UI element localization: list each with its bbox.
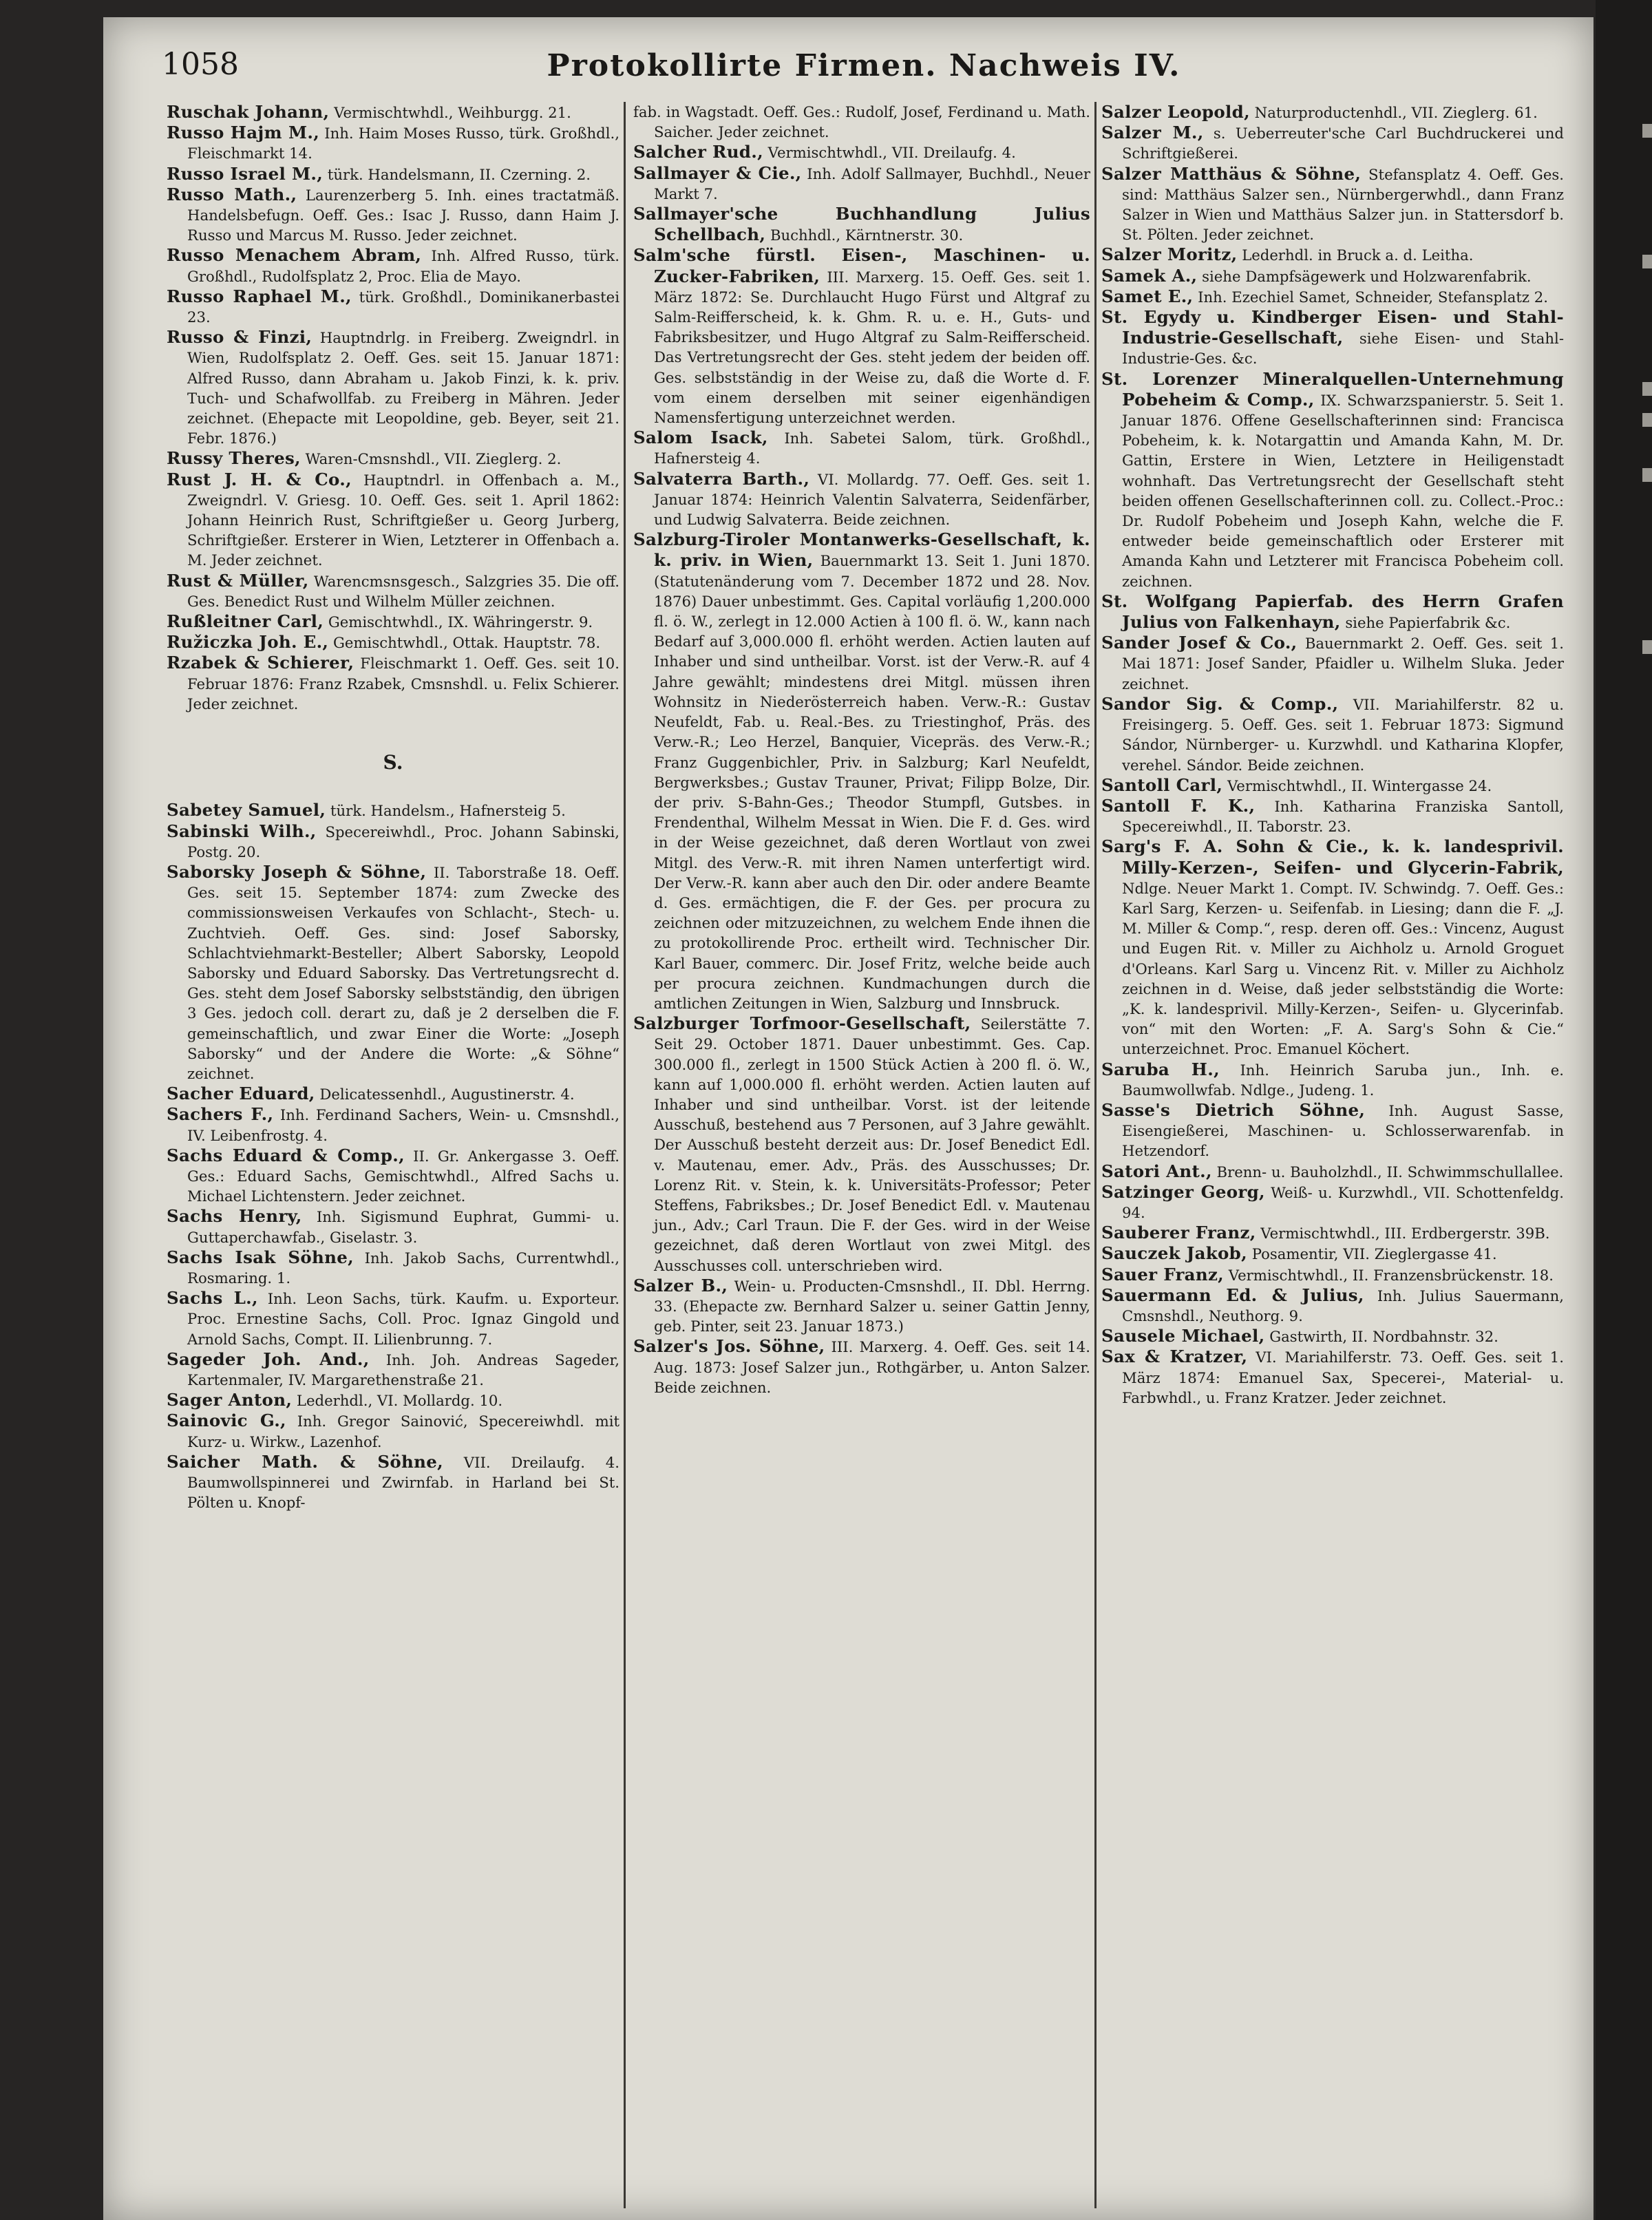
- entry-text: türk. Großhdl., Dominikanerbastei 23.: [187, 288, 620, 326]
- edge-mark: [1642, 382, 1652, 396]
- entry-text: siehe Eisen- und Stahl-Industrie-Ges. &c.: [1122, 330, 1564, 368]
- firm-name: Santoll Carl,: [1101, 774, 1223, 795]
- directory-entry: [167, 245, 620, 286]
- firm-name: Santoll F. K.,: [1101, 795, 1256, 816]
- column-divider: [624, 102, 626, 2208]
- directory-entry: [1101, 836, 1564, 1059]
- entry-text: Hauptndrlg. in Freiberg. Zweigndrl. in Wien, Rudolfsplatz 2. Oeff. Ges. seit 15. Januar 1871: Alfred Russo, dann Abraham u. Jakob Finzi, k. k. priv. Tuch- und Schafwollfab. zu Freiberg in Mähren. Jeder zeichnet. (Ehepacte mit Leopoldine, geb. Beyer, seit 21. Febr. 1876.): [187, 329, 620, 447]
- directory-entry: [633, 1336, 1090, 1397]
- column-divider: [1094, 102, 1097, 2208]
- firm-name: Russo Israel M.,: [167, 163, 324, 184]
- directory-entry: [1101, 164, 1564, 245]
- directory-entry: [167, 611, 620, 632]
- entry-text: Bauernmarkt 2. Oeff. Ges. seit 1. Mai 1871: Josef Sander, Pfaidler u. Wilhelm Sluka. Jeder zeichnet.: [1122, 635, 1564, 693]
- firm-name: Sabinski Wilh.,: [167, 821, 317, 841]
- directory-entry: [167, 1288, 620, 1349]
- directory-entry: [633, 529, 1090, 1013]
- entry-text: Ndlge. Neuer Markt 1. Compt. IV. Schwindg. 7. Oeff. Ges.: Karl Sarg, Kerzen- u. Seifenfab. in Liesing; dann die F. „J. M. Miller & Comp.“, resp. deren off. Ges.: Vincenz, August und Eugen Rit. v. Miller zu Aichholz u. Arnold Groguet d'Orleans. Karl Sarg u. Vincenz Rit. v. Miller zu Aichholz zeichnen in d. Weise, daß jeder selbstständig die Worte: „K. k. landesprivil. Milly-Kerzen-, Seifen- u. Glycerinfab. von“ mit den Worten: „F. A. Sarg's Sohn & Cie.“ unterzeichnet. Proc. Emanuel Köchert.: [1122, 879, 1564, 1058]
- directory-entry: [167, 1410, 620, 1451]
- page-title: Protokollirte Firmen. Nachweis IV.: [547, 48, 1181, 83]
- directory-entry: [1101, 1100, 1564, 1161]
- firm-name: Sarg's F. A. Sohn & Cie., k. k. landesprivil. Milly-Kerzen-, Seifen- und Glycerin-Fabrik,: [1101, 836, 1564, 878]
- directory-entry: [1101, 1285, 1564, 1326]
- directory-entry: [167, 327, 620, 448]
- firm-name: Saicher Math. & Söhne,: [167, 1451, 443, 1472]
- entry-text: Fleischmarkt 1. Oeff. Ges. seit 10. Februar 1876: Franz Rzabek, Cmsnshdl. u. Felix Schierer. Jeder zeichnet.: [187, 655, 620, 712]
- directory-entry: [167, 862, 620, 1083]
- entry-text: Vermischtwhdl., VII. Dreilaufg. 4.: [767, 144, 1016, 162]
- entry-text: II. Taborstraße 18. Oeff. Ges. seit 15. September 1874: zum Zwecke des commissionsweisen Verkaufes von Schlacht-, Stech- u. Zuchtvieh. Oeff. Ges. sind: Josef Saborsky, Schlachtviehmarkt-Besteller; Albert Saborsky, Leopold Saborsky und Eduard Saborsky. Das Vertretungsrecht d. Ges. steht dem Josef Saborsky selbstständig, den übrigen 3 Ges. jedoch coll. derart zu, daß je 2 derselben die F. gemeinschaftlich, und zwar Einer die Worte: „Joseph Saborsky“ und der Andere die Worte: „& Söhne“ zeichnet.: [187, 863, 620, 1082]
- edge-mark: [1642, 124, 1652, 138]
- firm-name: Sainovic G.,: [167, 1410, 286, 1431]
- firm-name: Salzer Moritz,: [1101, 244, 1238, 265]
- adjacent-page-edge: [1596, 0, 1652, 2220]
- entry-text: Inh. Haim Moses Russo, türk. Großhdl., Fleischmarkt 14.: [187, 125, 620, 162]
- entry-text: Inh. Leon Sachs, türk. Kaufm. u. Exporteur. Proc. Ernestine Sachs, Coll. Proc. Ignaz Gingold und Arnold Sachs, Compt. II. Lilienbrunng. 7.: [187, 1290, 620, 1348]
- firm-name: Sausele Michael,: [1101, 1326, 1265, 1346]
- entry-text: Stefansplatz 4. Oeff. Ges. sind: Matthäus Salzer sen., Nürnbergerwhdl., dann Franz Salzer in Wien und Matthäus Salzer jun. in Stattersdorf b. St. Pölten. Jeder zeichnet.: [1122, 165, 1564, 244]
- firm-name: Rzabek & Schierer,: [167, 653, 354, 673]
- firm-name: Salzer's Jos. Söhne,: [633, 1336, 825, 1357]
- entry-text: Inh. Heinrich Saruba jun., Inh. e. Baumwollwfab. Ndlge., Judeng. 1.: [1122, 1061, 1564, 1099]
- entry-text: Specereiwhdl., Proc. Johann Sabinski, Postg. 20.: [187, 823, 620, 860]
- directory-entry: [1101, 1243, 1564, 1264]
- firm-name: Salzburger Torfmoor-Gesellschaft,: [633, 1013, 971, 1034]
- entry-text: s. Ueberreuter'sche Carl Buchdruckerei und Schriftgießerei.: [1122, 125, 1564, 162]
- entry-text: Hauptndrl. in Offenbach a. M., Zweigndrl. V. Griesg. 10. Oeff. Ges. seit 1. April 1862: Johann Heinrich Rust, Schriftgießer u. Georg Jurberg, Schriftgießer. Ersterer in Wien, Letzterer in Offenbach a. M. Jeder zeichnet.: [187, 471, 620, 569]
- edge-mark: [1642, 413, 1652, 427]
- firm-name: Salzer M.,: [1101, 123, 1204, 143]
- firm-name: Russo Raphael M.,: [167, 286, 352, 306]
- entry-text: Waren-Cmsnshdl., VII. Zieglerg. 2.: [305, 450, 562, 468]
- entry-text: türk. Handelsm., Hafnersteig 5.: [330, 802, 566, 820]
- firm-name: Ruschak Johann,: [167, 102, 330, 122]
- entry-text: Vermischtwhdl., Weihburgg. 21.: [334, 104, 571, 121]
- column-middle: [633, 102, 1090, 2201]
- directory-entry: [1101, 1182, 1564, 1223]
- page-header: [162, 47, 1566, 95]
- directory-entry: [167, 448, 620, 469]
- entry-text: Gastwirth, II. Nordbahnstr. 32.: [1269, 1328, 1499, 1346]
- letter-heading: S.: [383, 751, 403, 774]
- firm-name: Sauermann Ed. & Julius,: [1101, 1285, 1364, 1305]
- firm-name: Salzer Leopold,: [1101, 102, 1250, 122]
- firm-name: Salom Isack,: [633, 427, 768, 448]
- firm-name: Sandor Sig. & Comp.,: [1101, 693, 1339, 714]
- firm-name: Rußleitner Carl,: [167, 611, 324, 632]
- firm-name: Sachs Henry,: [167, 1206, 302, 1227]
- directory-entry: [167, 1206, 620, 1247]
- column-left: [167, 102, 620, 2201]
- entry-text: Gemischtwhdl., IX. Währingerstr. 9.: [328, 613, 593, 631]
- entry-text: Wein- u. Producten-Cmsnshdl., II. Dbl. Herrng. 33. (Ehepacte zw. Bernhard Salzer u. seiner Gattin Jenny, geb. Pinter, seit 23. Januar 1873.): [654, 1277, 1090, 1335]
- entry-text: Inh. Sabetei Salom, türk. Großhdl., Hafnersteig 4.: [654, 430, 1090, 467]
- directory-entry: [1101, 694, 1564, 775]
- directory-entry: [1101, 1059, 1564, 1100]
- entry-text: Posamentir, VII. Zieglergasse 41.: [1251, 1245, 1497, 1263]
- directory-entry: [633, 245, 1090, 427]
- directory-entry: [1101, 1265, 1564, 1285]
- firm-name: Russo Math.,: [167, 184, 297, 204]
- firm-name: Satori Ant.,: [1101, 1161, 1212, 1181]
- firm-name: Salzer Matthäus & Söhne,: [1101, 163, 1362, 184]
- directory-entry: [167, 1349, 620, 1390]
- directory-entry: [167, 821, 620, 862]
- directory-entry: [167, 800, 620, 821]
- entry-text: VI. Mollardg. 77. Oeff. Ges. seit 1. Januar 1874: Heinrich Valentin Salvaterra, Seidenfärber, und Ludwig Salvaterra. Beide zeichnen.: [654, 470, 1090, 529]
- entry-text: Warencmsnsgesch., Salzgries 35. Die off. Ges. Benedict Rust und Wilhelm Müller zeichnen.: [187, 572, 620, 610]
- directory-entry: [1101, 286, 1564, 307]
- entry-text: III. Marxerg. 4. Oeff. Ges. seit 14. Aug. 1873: Josef Salzer jun., Rothgärber, u. Anton Salzer. Beide zeichnen.: [654, 1338, 1090, 1396]
- page-number: 1058: [162, 47, 239, 82]
- entry-text: III. Marxerg. 15. Oeff. Ges. seit 1. März 1872: Se. Durchlaucht Hugo Fürst und Altgraf zu Salm-Reifferscheid, k. k. Ghm. R. u. e. H., Guts- und Fabriksbesitzer, und Hugo Altgraf zu Salm-Reifferscheid. Das Vertretungsrecht der Ges. steht jedem der beiden off. Ges. selbstständig in der Weise zu, daß die Worte d. F. vom einem derselben mit seiner eigenhändigen Namensfertigung unterzeichnet werden.: [654, 268, 1090, 427]
- directory-entry: [167, 1452, 620, 1513]
- firm-name: Rust & Müller,: [167, 570, 309, 591]
- directory-entry: [1101, 123, 1564, 163]
- directory-entry: [167, 123, 620, 163]
- firm-name: Salvaterra Barth.,: [633, 468, 810, 489]
- column-right: [1101, 102, 1564, 2201]
- entry-text: Inh. Adolf Sallmayer, Buchhdl., Neuer Markt 7.: [654, 165, 1090, 202]
- entry-text: Inh. Ferdinand Sachers, Wein- u. Cmsnshdl., IV. Leibenfrostg. 4.: [187, 1106, 620, 1144]
- entry-text: VII. Mariahilferstr. 82 u. Freisingerg. 5. Oeff. Ges. seit 1. Februar 1873: Sigmund Sándor, Nürnberger- u. Kurzwhdl. und Katharina Klopfer, verehel. Sándor. Beide zeichnen.: [1122, 695, 1564, 774]
- directory-entry: [167, 1104, 620, 1145]
- directory-entry: [1101, 369, 1564, 591]
- firm-name: Sauer Franz,: [1101, 1264, 1225, 1285]
- directory-entry: [1101, 775, 1564, 796]
- edge-mark: [1642, 468, 1652, 482]
- firm-name: Salzer B.,: [633, 1275, 728, 1296]
- firm-name: Russy Theres,: [167, 448, 301, 469]
- directory-entry: [1101, 1223, 1564, 1243]
- entry-text: Inh. Katharina Franziska Santoll, Specereiwhdl., II. Taborstr. 23.: [1122, 797, 1564, 836]
- directory-entry: [167, 286, 620, 327]
- firm-name: Ružiczka Joh. E.,: [167, 632, 329, 653]
- directory-entry: [1101, 102, 1564, 123]
- entry-text: Seilerstätte 7. Seit 29. October 1871. Dauer unbestimmt. Ges. Cap. 300.000 fl., zerlegt in 1500 Stück Actien à 200 fl. ö. W., kann auf 1,000.000 fl. erhöht werden. Actien lauten auf Inhaber und sind untheilbar. Vorst. ist der leitende Ausschuß, bestehend aus 7 Personen, auf 3 Jahre gewählt. Der Ausschuß besteht derzeit aus: Dr. Josef Benedict Edl. v. Mautenau, emer. Adv., Präs. des Ausschusses; Dr. Lorenz Rit. v. Stein, k. k. Universitäts-Professor; Peter Steffens, Fabriksbes.; Dr. Josef Benedict Edl. v. Mautenau jun., Adv.; Carl Traun. Die F. der Ges. wird in der Weise gezeichnet, daß deren Wortlaut von zwei Mitgl. des Ausschusses coll. unterschrieben wird.: [654, 1015, 1090, 1274]
- firm-name: Saborsky Joseph & Söhne,: [167, 861, 427, 882]
- entry-text: Laurenzerberg 5. Inh. eines tractatmäß. Handelsbefugn. Oeff. Ges.: Isac J. Russo, dann Haim J. Russo und Marcus M. Russo. Jeder zeichnet.: [187, 186, 620, 244]
- firm-name: Sauczek Jakob,: [1101, 1243, 1247, 1264]
- directory-entry: [633, 163, 1090, 204]
- entry-text: türk. Handelsmann, II. Czerning. 2.: [327, 165, 591, 183]
- entry-text: Inh. Ezechiel Samet, Schneider, Stefansplatz 2.: [1198, 288, 1549, 306]
- entry-text: Inh. Julius Sauermann, Cmsnshdl., Neuthorg. 9.: [1122, 1287, 1564, 1324]
- firm-name: Sachers F.,: [167, 1104, 274, 1125]
- directory-entry: [633, 469, 1090, 530]
- directory-entry: [167, 1145, 620, 1207]
- edge-mark: [1642, 255, 1652, 268]
- firm-name: Sauberer Franz,: [1101, 1223, 1256, 1243]
- directory-entry: [1101, 796, 1564, 836]
- firm-name: Russo Hajm M.,: [167, 123, 320, 143]
- firm-name: Satzinger Georg,: [1101, 1181, 1265, 1202]
- directory-entry: [167, 1390, 620, 1410]
- entry-text: Brenn- u. Bauholzhdl., II. Schwimmschullallee.: [1216, 1163, 1564, 1181]
- directory-entry: [1101, 633, 1564, 694]
- directory-entry: [167, 1247, 620, 1288]
- firm-name: Salzburg-Tiroler Montanwerks-Gesellschaft, k. k. priv. in Wien,: [633, 529, 1090, 571]
- directory-entry: [1101, 1326, 1564, 1346]
- firm-name: Sax & Kratzer,: [1101, 1346, 1248, 1367]
- firm-name: Rust J. H. & Co.,: [167, 469, 352, 489]
- entry-text: Lederhdl., VI. Mollardg. 10.: [296, 1392, 503, 1410]
- firm-name: Salcher Rud.,: [633, 142, 763, 162]
- directory-entry: [1101, 266, 1564, 286]
- entry-text: Lederhdl. in Bruck a. d. Leitha.: [1242, 246, 1474, 264]
- entry-text: Inh. Alfred Russo, türk. Großhdl., Rudolfsplatz 2, Proc. Elia de Mayo.: [187, 247, 620, 285]
- entry-text: Inh. Jakob Sachs, Currentwhdl., Rosmaring. 1.: [187, 1249, 620, 1287]
- firm-name: Salm'sche fürstl. Eisen-, Maschinen- u. Zucker-Fabriken,: [633, 245, 1090, 286]
- firm-name: Sageder Joh. And.,: [167, 1349, 370, 1369]
- entry-text: fab. in Wagstadt. Oeff. Ges.: Rudolf, Josef, Ferdinand u. Math. Saicher. Jeder zeichnet.: [633, 103, 1090, 141]
- entry-text: siehe Dampfsägewerk und Holzwarenfabrik.: [1202, 267, 1532, 285]
- firm-name: Sager Anton,: [167, 1390, 293, 1410]
- entry-text: VII. Dreilaufg. 4. Baumwollspinnerei und Zwirnfab. in Harland bei St. Pölten u. Knopf-: [187, 1453, 620, 1512]
- firm-name: Russo & Finzi,: [167, 327, 313, 348]
- firm-name: St. Egydy u. Kindberger Eisen- und Stahl-Industrie-Gesellschaft,: [1101, 307, 1564, 348]
- entry-text: Vermischtwhdl., II. Wintergasse 24.: [1227, 776, 1492, 794]
- directory-entry: [167, 571, 620, 611]
- edge-mark: [1642, 640, 1652, 654]
- entry-text: Vermischtwhdl., III. Erdbergerstr. 39B.: [1260, 1225, 1550, 1243]
- directory-entry: [167, 653, 620, 714]
- directory-entry: [1101, 307, 1564, 369]
- firm-name: Samet E.,: [1101, 286, 1194, 306]
- directory-entry: [167, 184, 620, 246]
- entry-text: Inh. Gregor Sainović, Specereiwhdl. mit Kurz- u. Wirkw., Lazenhof.: [187, 1413, 620, 1450]
- entry-text: Bauernmarkt 13. Seit 1. Juni 1870. (Statutenänderung vom 7. December 1872 und 28. Nov. 1876) Dauer unbestimmt. Ges. Capital vorläufig 1,200.000 fl. ö. W., zerlegt in 12.000 Actien à 100 fl. ö. W., kann nach Bedarf auf 3,000.000 fl. erhöht werden. Actien lauten auf Inhaber und sind untheilbar. Vorst. ist der Verw.-R. auf 4 Jahre gewählt; mindestens drei Mitgl. müssen ihren Wohnsitz in Niederösterreich haben. Verw.-R.: Gustav Neufeldt, Fab. u. Real.-Bes. zu Triestinghof, Präs. des Verw.-R.; Leo Herzel, Banquier, Vicepräs. des Verw.-R.; Franz Guggenbichler, Priv. in Salzburg; Karl Neufeldt, Bergwerksbes.; Gustav Trauner, Privat; Filipp Bolze, Dir. der priv. S-Bahn-Ges.; Theodor Stumpfl, Gutsbes. in Frendenthal, Wilhelm Messat in Wien. Die F. d. Ges. wird in der Weise gezeichnet, daß deren Wortlaut von zwei Mitgl. des Verw.-R. mit ihren Namen unterfertigt wird. Der Verw.-R. kann aber auch den Dir. oder andere Beamte d. Ges. ermächtigen, die F. der Ges. per procura zu zeichnen oder mitzuzeichnen, zu welchem Ende ihnen die zu protokollirende Proc. ertheilt wird. Technischer Dir. Karl Bauer, commerc. Dir. Josef Fritz, welche beide auch per procura zeichnen. Kundmachungen durch die amtlichen Zeitungen in Wien, Salzburg und Innsbruck.: [654, 552, 1090, 1012]
- firm-name: Sasse's Dietrich Söhne,: [1101, 1099, 1366, 1120]
- firm-name: Sacher Eduard,: [167, 1083, 315, 1104]
- firm-name: Saruba H.,: [1101, 1059, 1220, 1079]
- directory-entry: [633, 142, 1090, 162]
- directory-entry: [633, 1013, 1090, 1276]
- directory-entry: [633, 427, 1090, 468]
- directory-entry: [1101, 1161, 1564, 1182]
- entry-text: Gemischtwhdl., Ottak. Hauptstr. 78.: [333, 634, 601, 652]
- entry-text: Buchhdl., Kärntnerstr. 30.: [770, 226, 964, 244]
- directory-entry: [167, 469, 620, 571]
- entry-text: Weiß- u. Kurzwhdl., VII. Schottenfeldg. 94.: [1122, 1183, 1564, 1221]
- directory-entry: [167, 1083, 620, 1104]
- firm-name: Sachs Eduard & Comp.,: [167, 1145, 405, 1165]
- directory-entry: [1101, 244, 1564, 265]
- entry-text: Vermischtwhdl., II. Franzensbrückenstr. 18.: [1228, 1266, 1554, 1284]
- directory-entry: [633, 102, 1090, 142]
- entry-text: Inh. Joh. Andreas Sageder, Kartenmaler, IV. Margarethenstraße 21.: [187, 1351, 620, 1388]
- directory-entry: [1101, 591, 1564, 633]
- directory-entry: [167, 102, 620, 123]
- firm-name: St. Lorenzer Mineralquellen-Unternehmung Pobeheim & Comp.,: [1101, 368, 1564, 410]
- entry-text: IX. Schwarzspanierstr. 5. Seit 1. Januar 1876. Offene Gesellschafterinnen sind: Francisca Pobeheim, k. k. Notargattin und Amanda Kahn, M. Dr. Gattin, Erstere in Wien, Letztere in Heiligenstadt wohnhaft. Das Vertretungsrecht der Gesellschaft steht beiden offenen Gesellschafterinnen coll. zu. Collect.-Proc.: Dr. Rudolf Pobeheim und Joseph Kahn, welche die F. entweder beide gemeinschaftlich oder Ersterer mit Amanda Kahn und Letzterer mit Francisca Pobeheim coll. zeichnen.: [1122, 391, 1564, 590]
- firm-name: Sander Josef & Co.,: [1101, 633, 1298, 653]
- directory-entry: [633, 204, 1090, 245]
- firm-name: Sabetey Samuel,: [167, 800, 326, 821]
- entry-text: Delicatessenhdl., Augustinerstr. 4.: [319, 1086, 575, 1103]
- firm-name: St. Wolfgang Papierfab. des Herrn Grafen Julius von Falkenhayn,: [1101, 591, 1564, 633]
- entry-text: Inh. Sigismund Euphrat, Gummi- u. Guttaperchawfab., Giselastr. 3.: [187, 1208, 620, 1246]
- entry-text: II. Gr. Ankergasse 3. Oeff. Ges.: Eduard Sachs, Gemischtwhdl., Alfred Sachs u. Michael Lichtenstern. Jeder zeichnet.: [187, 1147, 620, 1205]
- directory-entry: [167, 164, 620, 184]
- directory-entry: [633, 1276, 1090, 1337]
- entry-text: VI. Mariahilferstr. 73. Oeff. Ges. seit 1. März 1874: Emanuel Sax, Specerei-, Material- u. Farbwhdl., u. Franz Kratzer. Jeder zeichnet.: [1122, 1349, 1564, 1406]
- entry-text: Naturproductenhdl., VII. Zieglerg. 61.: [1254, 104, 1538, 121]
- firm-name: Sallmayer & Cie.,: [633, 162, 802, 183]
- firm-name: Russo Menachem Abram,: [167, 245, 422, 266]
- firm-name: Sachs Isak Söhne,: [167, 1247, 354, 1267]
- firm-name: Samek A.,: [1101, 265, 1198, 286]
- firm-name: Sachs L.,: [167, 1288, 258, 1309]
- directory-entry: [1101, 1346, 1564, 1408]
- directory-entry: [167, 632, 620, 653]
- entry-text: siehe Papierfabrik &c.: [1345, 614, 1511, 632]
- entry-text: Inh. August Sasse, Eisengießerei, Maschinen- u. Schlosserwarenfab. in Hetzendorf.: [1122, 1101, 1564, 1160]
- firm-name: Sallmayer'sche Buchhandlung Julius Schellbach,: [633, 204, 1090, 245]
